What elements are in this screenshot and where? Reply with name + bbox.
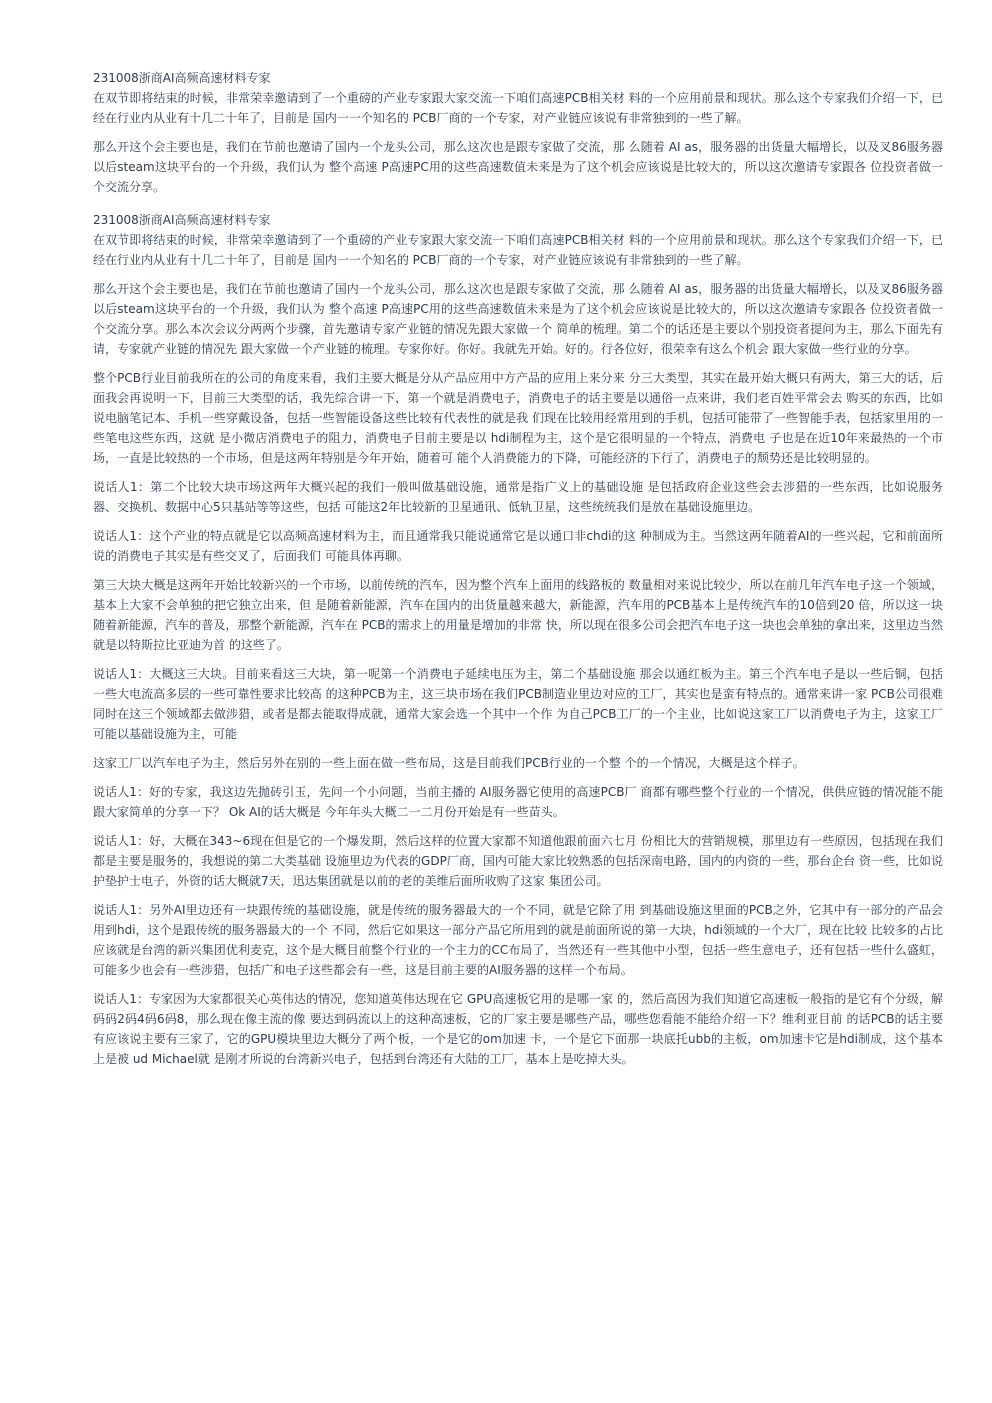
section-title: 231008浙商AI高频高速材料专家 xyxy=(93,71,271,85)
paragraph: 说话人1：另外AI里边还有一块跟传统的基础设施，就是传统的服务器最大的一个不同，就是它除了用 到基础设施这里面的PCB之外，它其中有一部分的产品会用到hdi，这个是跟传统的服务器最大的一个 不同，然后它如果这一部分产品它所用到的就是前面所说的第一大块，hdi领域的一个大厂，现在比较 比较多的占比应该就是台湾的新兴集团优利麦克，这个是大概目前整个行业的一个主力的CC布局了，当然还有一些其他中小型，包括一些生意电子，还有包括一些什么盛虹，可能多少也会有一些涉猎，包括广和电子这些都会有一些，这是目前主要的AI服务器的这样一个布局。 xyxy=(93,903,943,977)
paragraph: 那么开这个会主要也是，我们在节前也邀请了国内一个龙头公司，那么这次也是跟专家做了交流，那 么随着 AI as，服务器的出货量大幅增长，以及叉86服务器以后steam这块平台的一个升级，我们认为 整个高速 P高速PC用的这些高速数值未来是为了这个机会应该说是比较大的，所以这次邀请专家跟各 位投资者做一个交流分享。那么本次会议分两两个步骤，首先邀请专家产业链的情况先跟大家做一个 简单的梳理。第二个的话还是主要以个别投资者提问为主，那么下面先有请，专家就产业链的情况先 跟大家做一个产业链的梳理。专家你好。你好。我就先开始。好的。行各位好，很荣幸有这么个机会 跟大家做一些行业的分享。 xyxy=(93,282,943,356)
paragraph: 在双节即将结束的时候，非常荣幸邀请到了一个重磅的产业专家跟大家交流一下咱们高速PCB相关材 料的一个应用前景和现状。那么这个专家我们介绍一下，已经在行业内从业有十几二十年了，目前是 国内一一个知名的 PCB厂商的一个专家，对产业链应该说有非常独到的一些了解。 xyxy=(93,233,943,267)
paragraph: 在双节即将结束的时候，非常荣幸邀请到了一个重磅的产业专家跟大家交流一下咱们高速PCB相关材 料的一个应用前景和现状。那么这个专家我们介绍一下，已经在行业内从业有十几二十年了，目前是 国内一一个知名的 PCB厂商的一个专家，对产业链应该说有非常独到的一些了解。 xyxy=(93,91,943,125)
paragraph: 说话人1：第二个比较大块市场这两年大概兴起的我们一般叫做基础设施，通常是指广义上的基础设施 是包括政府企业这些会去涉猎的一些东西，比如说服务器、交换机、数据中心5只基站等等这些，包括 可能这2年比较新的卫星通讯、低轨卫星，这些统统我们是放在基础设施里边。 xyxy=(93,480,943,514)
paragraph: 说话人1：大概这三大块。目前来看这三大块，第一呢第一个消费电子延续电压为主，第二个基础设施 那会以通红板为主。第三个汽车电子是以一些后铜，包括一些大电流高多层的一些可靠性要求比较高 的这种PCB为主，这三块市场在我们PCB制造业里边对应的工厂，其实也是蛮有特点的。通常来讲一家 PCB公司很难同时在这三个领域都去做涉猎，或者是都去能取得成就，通常大家会选一个其中一个作 为自己PCB工厂的一个主业，比如说这家工厂以消费电子为主，这家工厂可能以基础设施为主，可能 xyxy=(93,667,943,741)
paragraph: 这家工厂以汽车电子为主，然后另外在别的一些上面在做一些布局，这是目前我们PCB行业的一个整 个的一个情况，大概是这个样子。 xyxy=(93,756,805,770)
document-page xyxy=(93,68,943,1078)
paragraph: 说话人1：好，大概在343~6现在但是它的一个爆发期，然后这样的位置大家都不知道他跟前面六七月 份相比大的营销规模，那里边有一些原因，包括现在我们都是主要是服务的，我想说的第二大类基础 设施里边为代表的GDP厂商，国内可能大家比较熟悉的包括深南电路，国内的内资的一些，那台企台 资一些，比如说护垫护士电子，外资的话大概就7天，迅达集团就是以前的老的美维后面所收购了这家 集团公司。 xyxy=(93,834,943,888)
paragraph: 整个PCB行业目前我所在的公司的角度来看，我们主要大概是分从产品应用中方产品的应用上来分来 分三大类型，其实在最开始大概只有两大，第三大的话，后面我会再说明一下，目前三大类型的话，我先综合讲一下，第一个就是消费电子，消费电子的话主要是以通俗一点来讲，我们老百姓平常会去 购买的东西，比如说电脑笔记本、手机一些穿戴设备，包括一些智能设备这些比较有代表性的就是我 们现在比较用经常用到的手机，包括可能带了一些智能手表，包括家里用的一些笔电这些东西，这就 是小微店消费电子的阻力，消费电子目前主要是以 hdi制程为主，这个是它很明显的一个特点，消费电 子也是在近10年来最热的一个市场，一直是比较热的一个市场，但是这两年特别是今年开始，随着可 能个人消费能力的下降，可能经济的下行了，消费电子的颓势还是比较明显的。 xyxy=(93,371,943,465)
paragraph: 那么开这个会主要也是，我们在节前也邀请了国内一个龙头公司，那么这次也是跟专家做了交流，那 么随着 AI as，服务器的出货量大幅增长，以及叉86服务器以后steam这块平台的一个升级，我们认为 整个高速 P高速PC用的这些高速数值未来是为了这个机会应该说是比较大的，所以这次邀请专家跟各 位投资者做一个交流分享。 xyxy=(93,140,943,194)
section-2 xyxy=(93,210,943,1069)
paragraph: 说话人1：好的专家，我这边先抛砖引玉，先问一个小问题，当前主播的 AI服务器它使用的高速PCB厂 商都有哪些整个行业的一个情况，供供应链的情况能不能跟大家简单的分享一下？ Ok AI的话大概是 今年年头大概二一二月份开始是有一些苗头。 xyxy=(93,785,943,819)
paragraph: 说话人1：专家因为大家都很关心英伟达的情况，您知道英伟达现在它 GPU高速板它用的是哪一家 的，然后高因为我们知道它高速板一般指的是它有个分级，解码码2码4码6码8，那么现在像主流的像 要达到码流以上的这种高速板，它的厂家主要是哪些产品，哪些您看能不能给介绍一下？维利亚目前 的话PCB的话主要有应该说主要有三家了，它的GPU模块里边大概分了两个板，一个是它的om加速 卡，一个是它下面那一块底托ubb的主板，om加速卡它是hdi制成，这个基本上是被 ud Michael就 是刚才所说的台湾新兴电子，包括到台湾还有大陆的工厂，基本上是吃掉大头。 xyxy=(93,992,943,1066)
paragraph: 说话人1：这个产业的特点就是它以高频高速材料为主，而且通常我只能说通常它是以通口非chdi的这 种制成为主。当然这两年随着AI的一些兴起，它和前面所说的消费电子其实是有些交叉了，后面我们 可能具体再聊。 xyxy=(93,529,943,563)
section-1 xyxy=(93,68,943,197)
paragraph: 第三大块大概是这两年开始比较新兴的一个市场，以前传统的汽车，因为整个汽车上面用的线路板的 数量相对来说比较少，所以在前几年汽车电子这一个领域，基本上大家不会单独的把它独立出来，但 是随着新能源，汽车在国内的出货量越来越大，新能源，汽车用的PCB基本上是传统汽车的10倍到20 倍，所以这一块随着新能源，汽车的普及，那整个新能源，汽车在 PCB的需求上的用量是增加的非常 快，所以现在很多公司会把汽车电子这一块也会单独的拿出来，这里边当然就是以特斯拉比亚迪为首 的这些了。 xyxy=(93,578,943,652)
section-title: 231008浙商AI高频高速材料专家 xyxy=(93,213,271,227)
